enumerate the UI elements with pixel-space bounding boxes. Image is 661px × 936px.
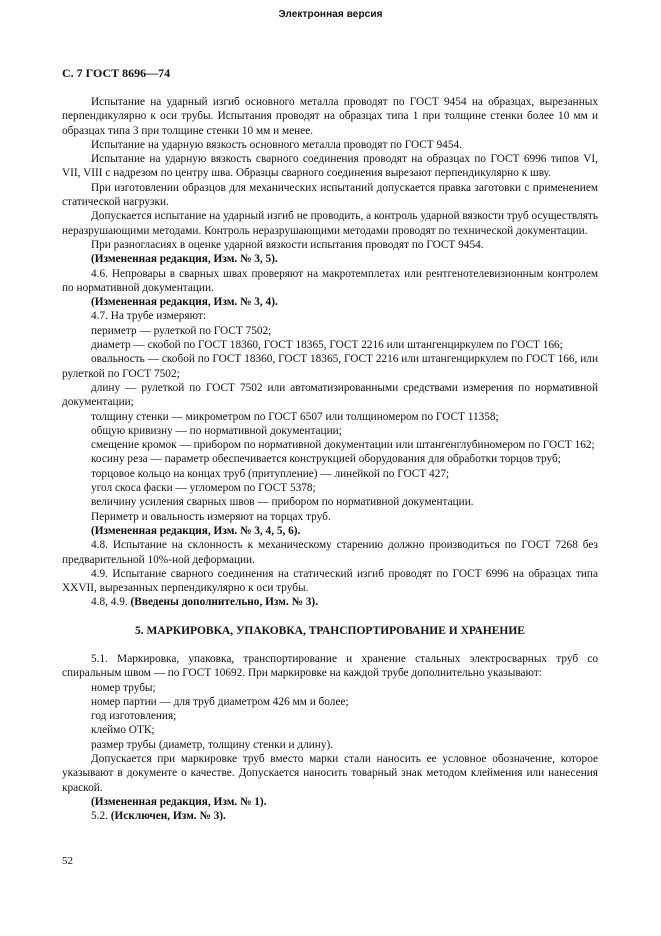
paragraph: Допускается при маркировке труб вместо марки стали наносить ее условное обозначение, которое указывают в документе о качестве. Допускается наносить товарный знак методом клеймения или нанесения краской. [62,753,598,794]
page-number: 52 [62,855,73,867]
paragraph: При изготовлении образцов для механических испытаний допускается правка заготовки с применением статической нагрузки. [62,181,598,209]
document-body [62,95,598,824]
list-item: номер партии — для труб диаметром 426 мм и более; [91,695,349,708]
revision-note: (Измененная редакция, Изм. № 3, 5). [91,253,278,266]
list-item: овальность — скобой по ГОСТ 18360, ГОСТ 18365, ГОСТ 2216 или штангенциркулем по ГОСТ 166, или рулеткой по ГОСТ 7502; [62,353,598,380]
paragraph: Испытание на ударный изгиб основного металла проводят по ГОСТ 9454 на образцах, вырезанных перпендикулярно к оси трубы. Испытания проводят на образцах типа 1 при толщине стенки более 10 мм и образцах типа 3 при толщине стенки 10 мм и менее. [62,96,598,137]
list-item: величину усиления сварных швов — прибором по нормативной документации. [91,496,474,509]
list-item: диаметр — скобой по ГОСТ 18360, ГОСТ 18365, ГОСТ 2216 или штангенциркулем по ГОСТ 166; [91,339,563,352]
revision-note-bold: (Введены дополнительно, Изм. № 3). [130,596,319,609]
clause-number: 5.2. [91,810,111,823]
list-item: размер трубы (диаметр, толщину стенки и длину). [91,738,334,751]
list-item: год изготовления; [91,710,177,723]
revision-note-bold: (Исключен, Изм. № 3). [110,810,226,823]
paragraph: 4.8. Испытание на склонность к механическому старению должно производиться по ГОСТ 7268 без предварительной 10%-ной деформации. [62,539,598,566]
page-title: С. 7 ГОСТ 8696—74 [62,66,171,80]
list-item: угол скоса фаски — угломером по ГОСТ 5378; [91,482,316,495]
revision-note: (Измененная редакция, Изм. № 3, 4). [91,296,278,309]
paragraph: Испытание на ударную вязкость сварного соединения проводят на образцах по ГОСТ 6996 типов VI, VII, VIII с надрезом по центру шва. Образцы сварного соединения вырезают перпендикулярно к шву. [62,153,598,180]
list-item: общую кривизну — по нормативной документации; [91,424,342,437]
list-item: длину — рулеткой по ГОСТ 7502 или автоматизированными средствами измерения по нормативной документации; [62,381,598,409]
paragraph: 4.9. Испытание сварного соединения на статический изгиб проводят по ГОСТ 6996 на образцах типа XXVII, вырезанных перпендикулярно к оси трубы. [62,567,598,595]
paragraph: 4.7. На трубе измеряют: [91,310,206,323]
paragraph: 5.1. Маркировка, упаковка, транспортирование и хранение стальных электросварных труб со спиральным швом — по ГОСТ 10692. При маркировке на каждой трубе дополнительно указывают: [62,652,598,680]
paragraph: 4.6. Непровары в сварных швах проверяют на макротемплетах или рентгенотелевизионным контролем по нормативной документации. [62,267,598,294]
revision-note: (Измененная редакция, Изм. № 1). [91,795,267,808]
list-item: толщину стенки — микрометром по ГОСТ 6507 или толщиномером по ГОСТ 11358; [91,410,499,423]
list-item: номер трубы; [91,681,156,694]
list-item: торцовое кольцо на концах труб (притупление) — линейкой по ГОСТ 427; [91,467,450,480]
paragraph: При разногласиях в оценке ударной вязкости испытания проводят по ГОСТ 9454. [91,238,484,251]
list-item: клеймо ОТК; [91,724,155,737]
list-item: периметр — рулеткой по ГОСТ 7502; [91,324,272,337]
list-item: смещение кромок — прибором по нормативной документации или штангенглубиномером по ГОСТ 162; [91,439,595,452]
section-heading: 5. МАРКИРОВКА, УПАКОВКА, ТРАНСПОРТИРОВАНИЕ И ХРАНЕНИЕ [135,624,525,637]
paragraph: Допускается испытание на ударный изгиб не проводить, а контроль ударной вязкости труб осуществлять неразрушающими методами. Контроль неразрушающими методами проводят по технической документации. [62,210,598,237]
page-header: Электронная версия [278,9,383,20]
revision-note [62,595,598,609]
clause-numbers: 4.8, 4.9. [91,596,131,609]
revision-note [62,809,598,823]
list-item: косину реза — параметр обеспечивается конструкцией оборудования для обработки торцов труб; [91,453,561,466]
paragraph: Испытание на ударную вязкость основного металла проводят по ГОСТ 9454. [91,138,462,151]
paragraph: Периметр и овальность измеряют на торцах труб. [91,510,331,523]
revision-note: (Измененная редакция, Изм. № 3, 4, 5, 6). [91,524,301,537]
